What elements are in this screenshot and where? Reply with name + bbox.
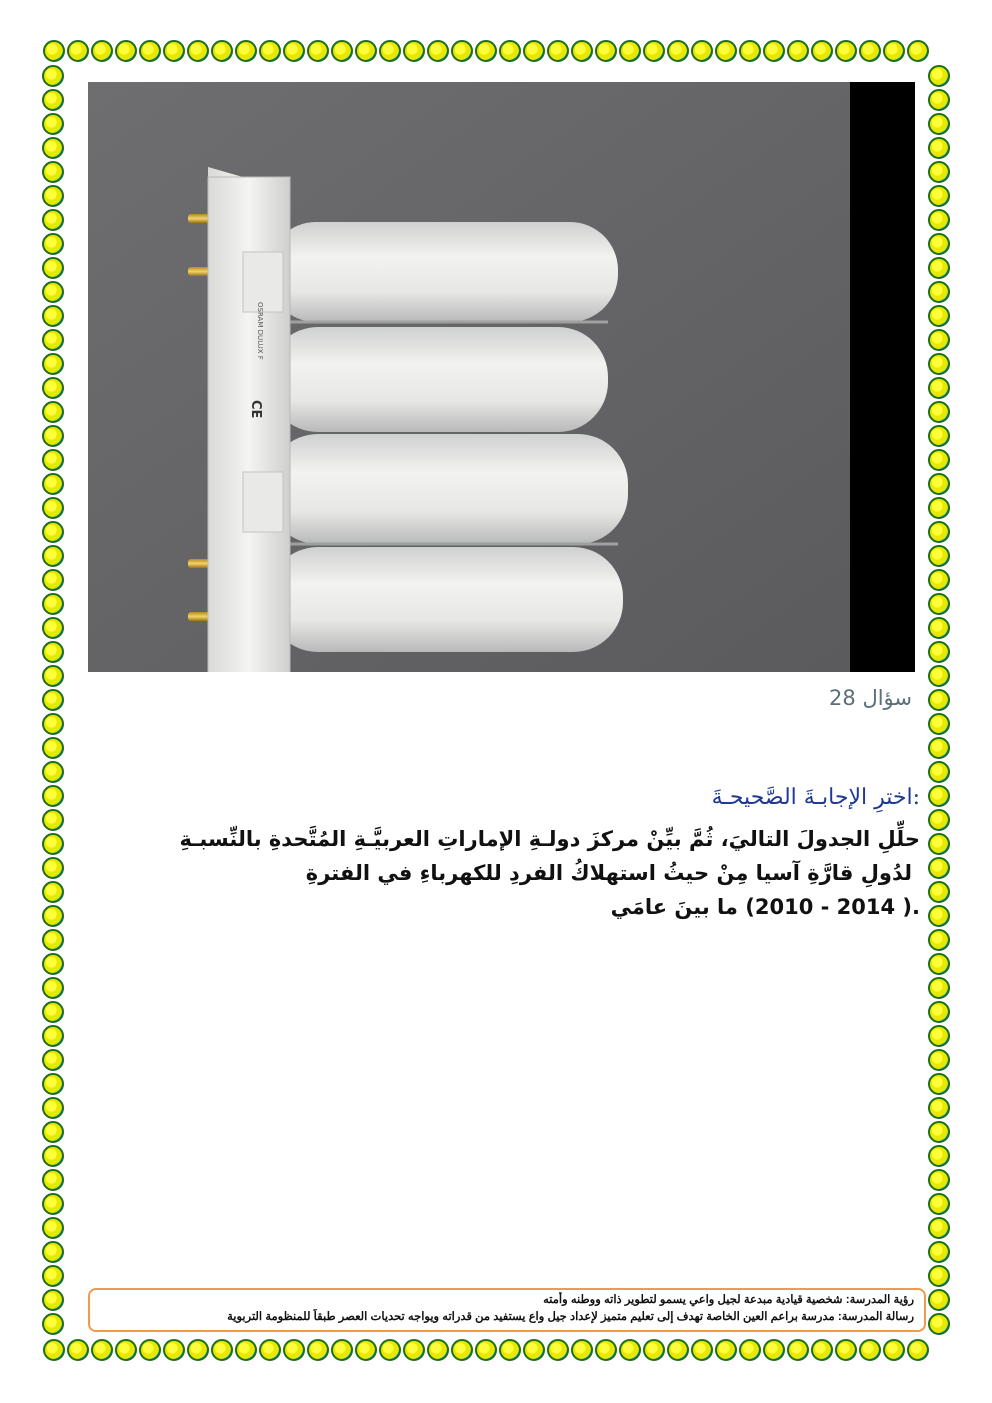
globe-icon <box>928 257 950 279</box>
globe-icon <box>42 65 64 87</box>
globe-icon <box>42 1217 64 1239</box>
globe-icon <box>928 1193 950 1215</box>
globe-icon <box>283 40 305 62</box>
globe-icon <box>42 89 64 111</box>
globe-icon <box>379 1339 401 1361</box>
fluorescent-lamp-photo <box>88 82 915 672</box>
globe-icon <box>42 1001 64 1023</box>
globe-icon <box>928 233 950 255</box>
question-line: لدُولِ قارَّةِ آسيا مِنْ حيثُ استهلاكُ الفردِ للكهرباءِ في الفترةِ <box>305 861 912 885</box>
globe-icon <box>928 569 950 591</box>
globe-icon <box>307 1339 329 1361</box>
globe-icon <box>928 281 950 303</box>
globe-icon <box>928 305 950 327</box>
globe-icon <box>787 40 809 62</box>
globe-icon <box>928 1049 950 1071</box>
globe-icon <box>42 353 64 375</box>
globe-icon <box>42 1145 64 1167</box>
globe-icon <box>547 40 569 62</box>
globe-icon <box>451 40 473 62</box>
globe-icon <box>42 929 64 951</box>
globe-icon <box>859 40 881 62</box>
globe-icon <box>42 497 64 519</box>
globe-icon <box>547 1339 569 1361</box>
globe-icon <box>42 617 64 639</box>
globe-icon <box>42 209 64 231</box>
globe-icon <box>42 1241 64 1263</box>
globe-icon <box>763 40 785 62</box>
globe-icon <box>42 641 64 663</box>
globe-icon <box>139 1339 161 1361</box>
globe-icon <box>883 1339 905 1361</box>
globe-icon <box>928 473 950 495</box>
globe-icon <box>91 1339 113 1361</box>
globe-icon <box>928 113 950 135</box>
instruction-text: :اخترِ الإجابـةَ الصَّحيحـةَ <box>711 785 920 810</box>
globe-icon <box>355 40 377 62</box>
globe-icon <box>42 977 64 999</box>
globe-icon <box>928 449 950 471</box>
globe-icon <box>499 40 521 62</box>
globe-icon <box>928 1097 950 1119</box>
globe-icon <box>571 40 593 62</box>
globe-icon <box>379 40 401 62</box>
globe-icon <box>331 40 353 62</box>
globe-icon <box>331 1339 353 1361</box>
globe-icon <box>42 449 64 471</box>
globe-icon <box>42 905 64 927</box>
globe-icon <box>595 1339 617 1361</box>
globe-icon <box>163 40 185 62</box>
globe-icon <box>403 1339 425 1361</box>
globe-icon <box>42 329 64 351</box>
ce-mark: CE <box>248 400 263 419</box>
globe-icon <box>928 905 950 927</box>
globe-icon <box>163 1339 185 1361</box>
globe-icon <box>451 1339 473 1361</box>
globe-icon <box>928 425 950 447</box>
globe-icon <box>928 401 950 423</box>
globe-icon <box>91 40 113 62</box>
globe-icon <box>907 1339 929 1361</box>
globe-icon <box>928 929 950 951</box>
globe-icon <box>835 1339 857 1361</box>
globe-icon <box>42 1289 64 1311</box>
globe-icon <box>42 809 64 831</box>
globe-icon <box>928 545 950 567</box>
globe-icon <box>42 137 64 159</box>
page-border-left <box>42 64 64 1336</box>
globe-icon <box>928 377 950 399</box>
globe-icon <box>42 881 64 903</box>
globe-icon <box>883 40 905 62</box>
globe-icon <box>42 377 64 399</box>
lamp-tubes <box>268 222 628 652</box>
globe-icon <box>427 1339 449 1361</box>
globe-icon <box>42 1025 64 1047</box>
globe-icon <box>42 1121 64 1143</box>
globe-icon <box>67 40 89 62</box>
globe-icon <box>928 809 950 831</box>
question-line: .( 2014 - 2010) ما بينَ عامَي <box>610 895 920 919</box>
globe-icon <box>928 1265 950 1287</box>
globe-icon <box>475 1339 497 1361</box>
globe-icon <box>859 1339 881 1361</box>
globe-icon <box>42 665 64 687</box>
globe-icon <box>619 1339 641 1361</box>
globe-icon <box>928 209 950 231</box>
globe-icon <box>928 689 950 711</box>
globe-icon <box>42 953 64 975</box>
globe-icon <box>571 1339 593 1361</box>
globe-icon <box>42 545 64 567</box>
globe-icon <box>67 1339 89 1361</box>
globe-icon <box>928 1025 950 1047</box>
globe-icon <box>42 401 64 423</box>
globe-icon <box>928 1289 950 1311</box>
globe-icon <box>115 1339 137 1361</box>
globe-icon <box>523 1339 545 1361</box>
globe-icon <box>928 761 950 783</box>
globe-icon <box>619 40 641 62</box>
globe-icon <box>739 40 761 62</box>
globe-icon <box>42 1049 64 1071</box>
globe-icon <box>211 1339 233 1361</box>
globe-icon <box>42 1193 64 1215</box>
globe-icon <box>928 1313 950 1335</box>
globe-icon <box>42 233 64 255</box>
globe-icon <box>139 40 161 62</box>
globe-icon <box>928 1073 950 1095</box>
globe-icon <box>835 40 857 62</box>
globe-icon <box>928 665 950 687</box>
question-number: سؤال 28 <box>829 686 912 710</box>
globe-icon <box>763 1339 785 1361</box>
globe-icon <box>928 617 950 639</box>
school-footer <box>88 1288 926 1332</box>
globe-icon <box>928 497 950 519</box>
globe-icon <box>42 713 64 735</box>
globe-icon <box>42 1169 64 1191</box>
globe-icon <box>187 1339 209 1361</box>
globe-icon <box>811 1339 833 1361</box>
globe-icon <box>928 89 950 111</box>
globe-icon <box>42 281 64 303</box>
globe-icon <box>42 425 64 447</box>
globe-icon <box>643 40 665 62</box>
globe-icon <box>42 857 64 879</box>
globe-icon <box>259 1339 281 1361</box>
globe-icon <box>715 40 737 62</box>
globe-icon <box>667 40 689 62</box>
page-border-top <box>42 40 930 62</box>
globe-icon <box>211 40 233 62</box>
globe-icon <box>42 785 64 807</box>
globe-icon <box>427 40 449 62</box>
globe-icon <box>928 785 950 807</box>
globe-icon <box>928 1121 950 1143</box>
globe-icon <box>643 1339 665 1361</box>
globe-icon <box>928 953 950 975</box>
globe-icon <box>42 305 64 327</box>
globe-icon <box>42 521 64 543</box>
globe-icon <box>403 40 425 62</box>
globe-icon <box>42 161 64 183</box>
globe-icon <box>928 1241 950 1263</box>
lamp-base <box>208 167 290 672</box>
globe-icon <box>42 113 64 135</box>
globe-icon <box>499 1339 521 1361</box>
globe-icon <box>787 1339 809 1361</box>
globe-icon <box>928 737 950 759</box>
globe-icon <box>42 185 64 207</box>
globe-icon <box>42 1313 64 1335</box>
globe-icon <box>42 689 64 711</box>
globe-icon <box>595 40 617 62</box>
globe-icon <box>283 1339 305 1361</box>
globe-icon <box>928 593 950 615</box>
page-border-bottom <box>42 1339 930 1361</box>
globe-icon <box>235 1339 257 1361</box>
question-body <box>140 822 920 924</box>
school-mission: رسالة المدرسة: مدرسة براعم العين الخاصة تهدف إلى تعليم متميز لإعداد جيل واع يستفيد من قدراته ويواجه تحديات العصر طبقاً للمنظومة التربوية <box>227 1311 914 1323</box>
globe-icon <box>42 473 64 495</box>
globe-icon <box>42 257 64 279</box>
globe-icon <box>355 1339 377 1361</box>
globe-icon <box>115 40 137 62</box>
globe-icon <box>928 713 950 735</box>
globe-icon <box>928 1145 950 1167</box>
globe-icon <box>43 40 65 62</box>
globe-icon <box>928 1217 950 1239</box>
globe-icon <box>928 353 950 375</box>
globe-icon <box>42 1265 64 1287</box>
globe-icon <box>928 857 950 879</box>
globe-icon <box>928 185 950 207</box>
globe-icon <box>739 1339 761 1361</box>
globe-icon <box>928 521 950 543</box>
globe-icon <box>42 569 64 591</box>
globe-icon <box>928 65 950 87</box>
globe-icon <box>42 1097 64 1119</box>
globe-icon <box>42 761 64 783</box>
globe-icon <box>907 40 929 62</box>
globe-icon <box>667 1339 689 1361</box>
globe-icon <box>928 1001 950 1023</box>
globe-icon <box>523 40 545 62</box>
school-vision: رؤية المدرسة: شخصية قيادية مبدعة لجيل واعي يسمو لتطوير ذاته ووطنه وأمته <box>543 1294 914 1306</box>
globe-icon <box>928 329 950 351</box>
globe-icon <box>928 161 950 183</box>
globe-icon <box>691 40 713 62</box>
globe-icon <box>715 1339 737 1361</box>
globe-icon <box>928 833 950 855</box>
globe-icon <box>42 833 64 855</box>
globe-icon <box>42 593 64 615</box>
globe-icon <box>928 137 950 159</box>
globe-icon <box>928 881 950 903</box>
globe-icon <box>42 737 64 759</box>
globe-icon <box>475 40 497 62</box>
question-line: حلِّلِ الجدولَ التاليَ، ثُمَّ بيِّنْ مركزَ دولـةِ الإماراتِ العربيَّـةِ المُتَّحدةِ بالنِّسبـةِ <box>179 827 920 851</box>
globe-icon <box>187 40 209 62</box>
globe-icon <box>928 977 950 999</box>
globe-icon <box>259 40 281 62</box>
globe-icon <box>811 40 833 62</box>
globe-icon <box>928 641 950 663</box>
globe-icon <box>42 1073 64 1095</box>
globe-icon <box>43 1339 65 1361</box>
page-border-right <box>928 64 950 1336</box>
globe-icon <box>235 40 257 62</box>
globe-icon <box>928 1169 950 1191</box>
globe-icon <box>307 40 329 62</box>
globe-icon <box>691 1339 713 1361</box>
lamp-label: OSRAM DULUX F <box>256 302 264 360</box>
